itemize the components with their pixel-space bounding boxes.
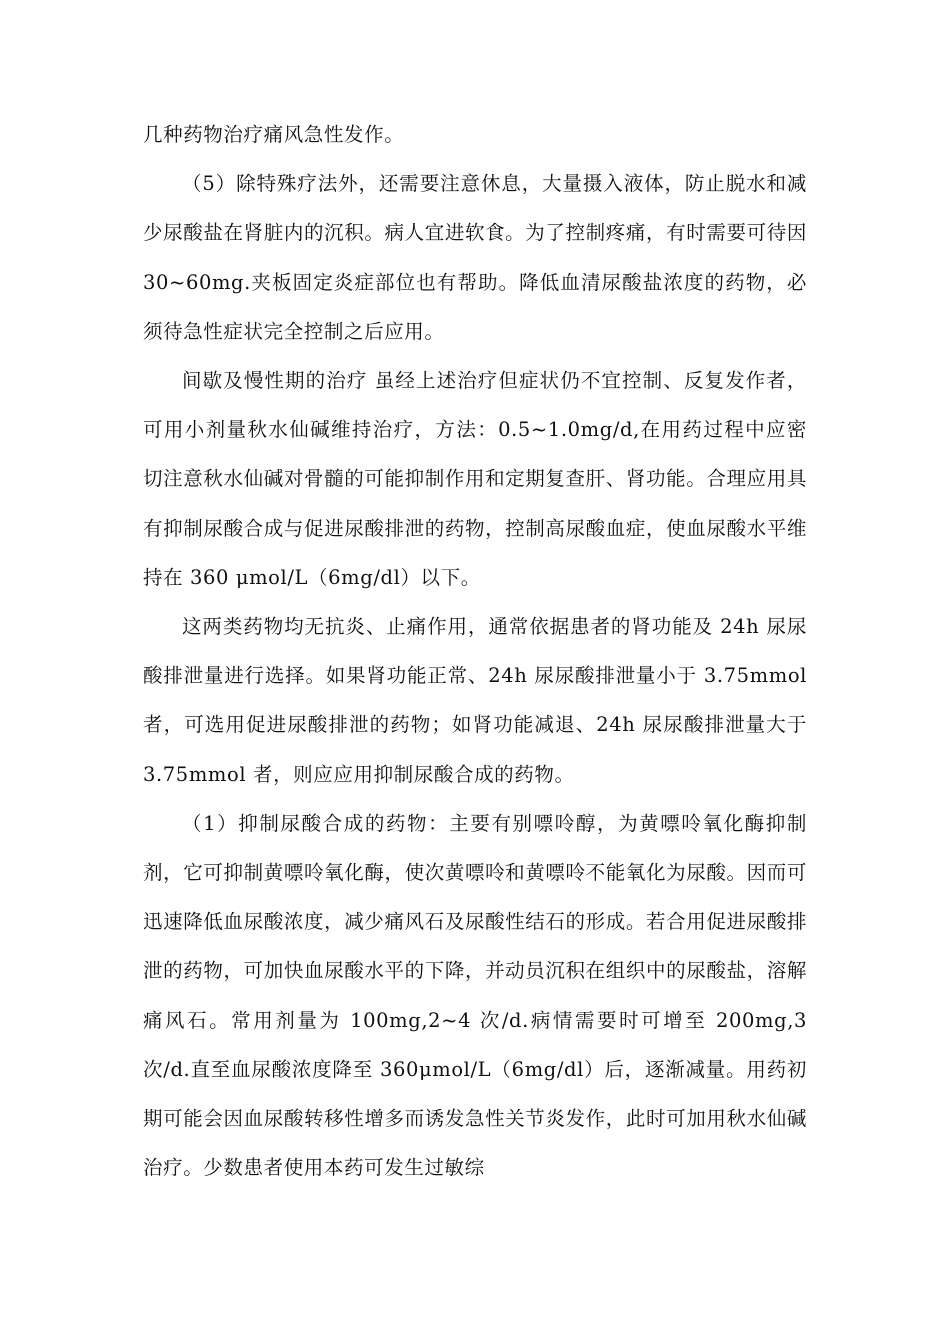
paragraph-continuation: 几种药物治疗痛风急性发作。 <box>143 123 405 146</box>
paragraph-drug-selection: 这两类药物均无抗炎、止痛作用，通常依据患者的肾功能及 24h 尿尿酸排泄量进行选择。如果肾功能正常、24h 尿尿酸排泄量小于 3.75mmol 者，可选用促进尿酸排泄的药物；如肾功能减退、24h 尿尿酸排泄量大于 3.75mmol 者，则应应用抑制尿酸合成的药物。 <box>143 615 807 786</box>
paragraph-chronic-treatment: 间歇及慢性期的治疗 虽经上述治疗但症状仍不宜控制、反复发作者，可用小剂量秋水仙碱维持治疗，方法：0.5~1.0mg/d,在用药过程中应密切注意秋水仙碱对骨髓的可能抑制作用和定期复查肝、肾功能。合理应用具有抑制尿酸合成与促进尿酸排泄的药物，控制高尿酸血症，使血尿酸水平维持在 360 μmol/L（6mg/dl）以下。 <box>143 369 807 589</box>
paragraph-item-5: （5）除特殊疗法外，还需要注意休息，大量摄入液体，防止脱水和减少尿酸盐在肾脏内的沉积。病人宜进软食。为了控制疼痛，有时需要可待因 30~60mg.夹板固定炎症部位也有帮助。降低血清尿酸盐浓度的药物，必须待急性症状完全控制之后应用。 <box>143 172 807 343</box>
document-body <box>143 110 807 1192</box>
paragraph-item-1: （1）抑制尿酸合成的药物：主要有别嘌呤醇，为黄嘌呤氧化酶抑制剂，它可抑制黄嘌呤氧化酶，使次黄嘌呤和黄嘌呤不能氧化为尿酸。因而可迅速降低血尿酸浓度，减少痛风石及尿酸性结石的形成。若合用促进尿酸排泄的药物，可加快血尿酸水平的下降，并动员沉积在组织中的尿酸盐，溶解痛风石。常用剂量为 100mg,2~4 次/d.病情需要时可增至 200mg,3 次/d.直至血尿酸浓度降至 360μmol/L（6mg/dl）后，逐渐减量。用药初期可能会因血尿酸转移性增多而诱发急性关节炎发作，此时可加用秋水仙碱治疗。少数患者使用本药可发生过敏综 <box>143 811 807 1180</box>
